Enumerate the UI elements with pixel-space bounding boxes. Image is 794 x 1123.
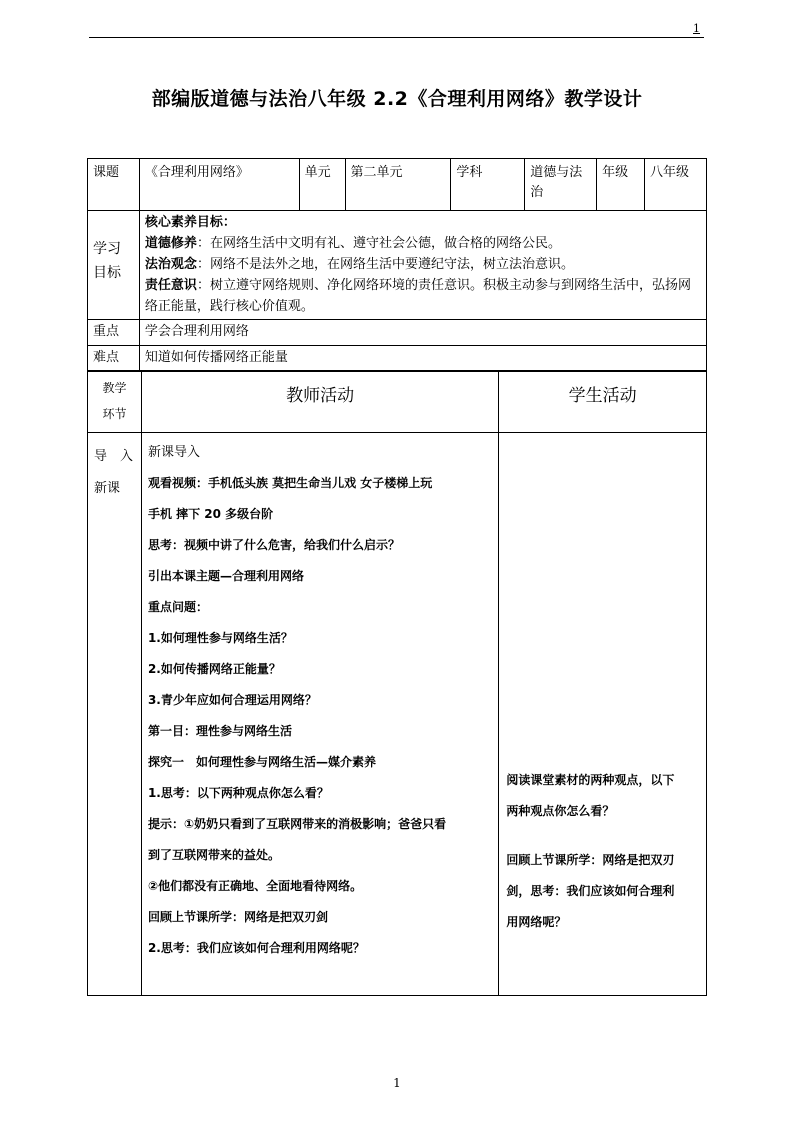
stage-line2: 新课 bbox=[94, 481, 121, 496]
teacher-activity-cell bbox=[141, 433, 498, 996]
header-page-number: 1 bbox=[693, 22, 700, 35]
activity-row-intro bbox=[88, 433, 707, 996]
goal-item-law bbox=[145, 254, 701, 275]
goal-text: ：在网络生活中文明有礼、遵守社会公德，做合格的网络公民。 bbox=[196, 236, 561, 251]
stage-header-line1: 教学 bbox=[102, 381, 127, 395]
goal-item-responsibility bbox=[145, 275, 701, 317]
document-title: 部编版道德与法治八年级 2.2《合理利用网络》教学设计 bbox=[151, 88, 643, 110]
goal-text: ：树立遵守网络规则、净化网络环境的责任意识。积极主动参与到网络生活中，弘扬网络正能量，践行核心价值观。 bbox=[144, 278, 691, 314]
key-point-value: 学会合理利用网络 bbox=[139, 320, 706, 346]
student-activity-line: 用网络呢？ bbox=[506, 915, 567, 929]
teacher-activity-line: 3.青少年应如何合理运用网络？ bbox=[147, 693, 317, 707]
teacher-activity-line: 提示：①奶奶只看到了互联网带来的消极影响；爸爸只看 bbox=[147, 817, 447, 831]
teacher-activity-lines bbox=[148, 437, 492, 964]
topic-label: 课题 bbox=[88, 159, 140, 211]
topic-value: 《合理利用网络》 bbox=[139, 159, 299, 211]
goal-item-moral bbox=[145, 233, 701, 254]
subject-value: 道德与法治 bbox=[525, 159, 597, 211]
difficulty-value: 知道如何传播网络正能量 bbox=[139, 346, 706, 372]
learning-goals-row bbox=[88, 211, 707, 320]
stage-cell bbox=[88, 433, 142, 996]
student-activity-cell bbox=[499, 433, 707, 996]
teacher-activity-header: 教师活动 bbox=[141, 371, 498, 433]
teacher-activity-line: 手机 摔下 20 多级台阶 bbox=[147, 507, 274, 521]
stage-header bbox=[88, 371, 142, 433]
unit-value: 第二单元 bbox=[345, 159, 451, 211]
goal-text: ：网络不是法外之地，在网络生活中要遵纪守法，树立法治意识。 bbox=[196, 257, 574, 272]
header-rule bbox=[89, 37, 704, 38]
student-activity-block bbox=[506, 765, 700, 827]
teacher-activity-line: 2.思考：我们应该如何合理利用网络呢？ bbox=[147, 941, 365, 955]
teacher-activity-line: 重点问题： bbox=[147, 600, 208, 614]
stage-header-line2: 环节 bbox=[102, 407, 127, 421]
goals-heading: 核心素养目标： bbox=[144, 215, 236, 230]
lesson-meta-row bbox=[88, 159, 707, 211]
goals-label-line1: 学习 bbox=[93, 241, 121, 257]
lesson-info-table bbox=[87, 158, 707, 372]
student-activity-line: 剑，思考：我们应该如何合理利 bbox=[506, 884, 675, 898]
goals-label-line2: 目标 bbox=[93, 265, 121, 281]
student-activity-block bbox=[506, 845, 700, 938]
teacher-activity-line: 新课导入 bbox=[147, 445, 200, 460]
student-activity-spacer bbox=[506, 439, 700, 765]
key-point-label: 重点 bbox=[88, 320, 140, 346]
teacher-activity-line: 到了互联网带来的益处。 bbox=[147, 848, 280, 862]
grade-value: 八年级 bbox=[645, 159, 707, 211]
student-activity-line: 阅读课堂素材的两种观点，以下 bbox=[506, 773, 675, 787]
teacher-activity-line: 回顾上节课所学：网络是把双刃剑 bbox=[147, 910, 328, 924]
activity-table bbox=[87, 370, 707, 996]
goals-label bbox=[88, 211, 140, 320]
teacher-activity-line: 第一目：理性参与网络生活 bbox=[147, 724, 292, 738]
teacher-activity-line: 2.如何传播网络正能量？ bbox=[147, 662, 281, 676]
teacher-activity-line: 1.如何理性参与网络生活？ bbox=[147, 631, 293, 645]
stage-line1: 导 入 bbox=[94, 449, 134, 464]
difficulty-row bbox=[88, 346, 707, 372]
goal-term: 责任意识 bbox=[144, 278, 197, 293]
footer-page-number: 1 bbox=[393, 1076, 401, 1090]
key-point-row bbox=[88, 320, 707, 346]
difficulty-label: 难点 bbox=[88, 346, 140, 372]
teacher-activity-line: 观看视频：手机低头族 莫把生命当儿戏 女子楼梯上玩 bbox=[147, 476, 433, 490]
student-activity-header: 学生活动 bbox=[499, 371, 707, 433]
teacher-activity-line: 1.思考：以下两种观点你怎么看？ bbox=[147, 786, 329, 800]
teacher-activity-line: 引出本课主题—合理利用网络 bbox=[147, 569, 304, 583]
teacher-activity-line: 探究一 如何理性参与网络生活—媒介素养 bbox=[147, 755, 376, 769]
teacher-activity-line: ②他们都没有正确地、全面地看待网络。 bbox=[147, 879, 363, 893]
teacher-activity-line: 思考：视频中讲了什么危害，给我们什么启示？ bbox=[147, 538, 400, 552]
goal-term: 道德修养 bbox=[144, 236, 197, 251]
student-activity-gap bbox=[506, 827, 700, 845]
student-activity-line: 两种观点你怎么看？ bbox=[506, 804, 615, 818]
subject-label: 学科 bbox=[451, 159, 525, 211]
grade-label: 年级 bbox=[597, 159, 645, 211]
activity-header-row bbox=[88, 371, 707, 433]
goals-content bbox=[139, 211, 706, 320]
unit-label: 单元 bbox=[299, 159, 345, 211]
goal-term: 法治观念 bbox=[144, 257, 197, 272]
student-activity-line: 回顾上节课所学：网络是把双刃 bbox=[506, 853, 675, 867]
